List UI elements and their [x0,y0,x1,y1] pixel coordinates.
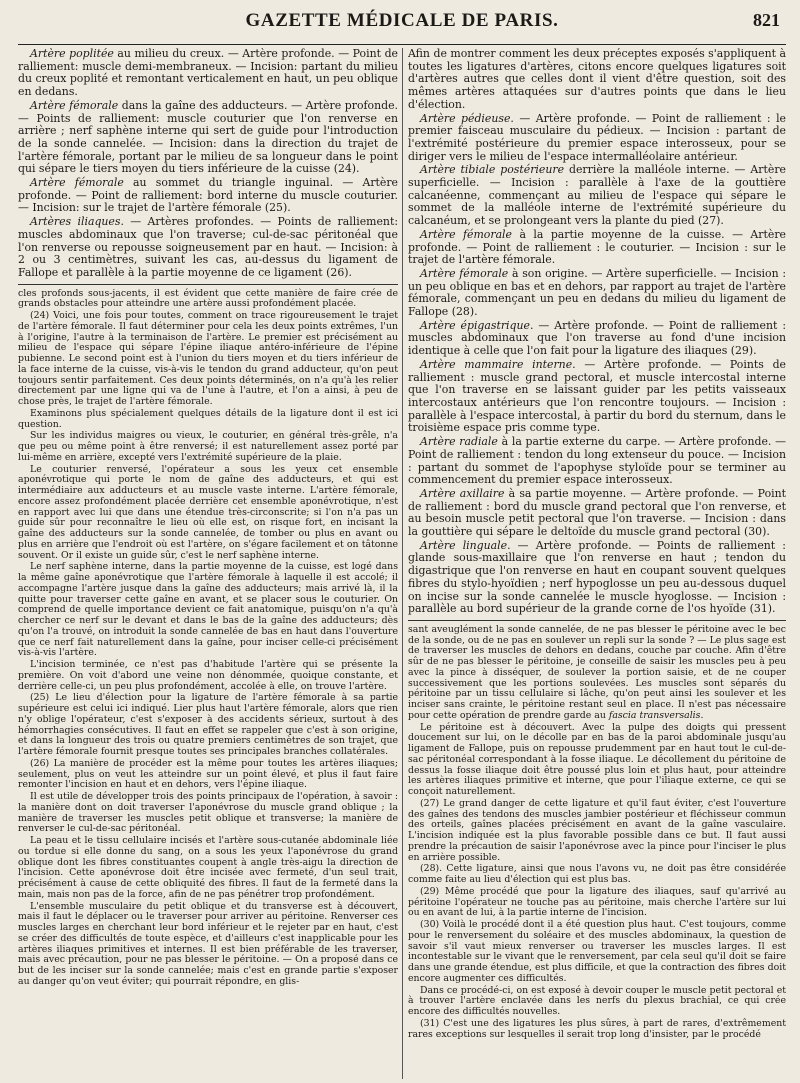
paragraph-text: (26) La manière de procéder est la même pour toutes les artères iliaques; seulement, plus on veut les atteindre sur un point élevé, et plus il faut faire remonter l'incision en haut et en dehors, vers l'épine iliaque. [18,757,398,791]
paragraph-text: . — Artère profonde. — Points de ralliement : muscle grand pectoral, et muscle intercostal interne que l'on traverse en se laissant guider par les petits vaisseaux intercostaux antérieurs que l'on rencontre toujours. — Incision : parallèle à l'espace intercostal, à partir du bord du sternum, dans le troisième espace pris comme type. [408,357,786,435]
article-paragraph [408,164,786,228]
paragraph-text: La peau et le tissu cellulaire incisés et l'artère sous-cutanée abdominale liée ou tordue si elle donne du sang, on a sous les yeux l'aponévrose du grand oblique dont les fibres constituantes coupent à angle très-aigu la direction de l'incision. Cette aponévrose doit être incisée avec fermeté, d'un seul trait, précisément à cause de cette obliquité des fibres. Il faut de la fermeté dans la main, mais non pas de la force, afin de ne pas pénétrer trop profondément. [18,835,398,900]
footnote-paragraph [18,759,398,791]
paragraph-text: derrière la malléole interne. — Artère superficielle. — Incision : parallèle à l'axe de la gouttière calcanéenne, commençant au milieu de l'espace qui sépare le sommet de la malléole interne de l'extrémité supérieure du calcanéum, et se prolongeant vers la plante du pied (27). [408,163,786,228]
footnote-paragraph [18,289,398,311]
paragraph-text: Afin de montrer comment les deux préceptes exposés s'appliquent à toutes les ligatures d'artères, citons encore quelques ligatures soit d'artères autres que celles dont il vient d'être question, soit des mêmes artères attaquées sur d'autres points que dans le lieu d'élection. [408,48,786,111]
paragraph-text: Il est utile de développer trois des points principaux de l'opération, à savoir : la manière dont on doit traverser l'aponévrose du muscle grand oblique ; la manière de traverser les muscles petit oblique et transverse; la manière de renverser le cul-de-sac péritonéal. [18,791,398,835]
right-column [408,48,786,1079]
paragraph-text: (24) Voici, une fois pour toutes, comment on trace rigoureusement le trajet de l'artère fémorale. Il faut déterminer pour cela les deux points extrêmes, l'un à l'origine, l'autre à la terminaison de l'artère. Le premier est précisément au milieu de l'espace qui sépare l'épine iliaque antéro-inférieure de l'épine pubienne. Le second point est à l'union du tiers moyen et du tiers inférieur de la face interne de la cuisse, vis-à-vis le tendon du grand adducteur, qu'on peut toujours sentir parfaitement. Ces deux points déterminés, on n'a qu'à les relier directement par une ligne qui va de l'une à l'autre, et l'on a ainsi, à peu de chose près, le trajet de l'artère fémorale. [18,310,398,408]
footnote-paragraph [18,311,398,408]
paragraph-text: Le couturier renversé, l'opérateur a sous les yeux cet ensemble aponévrotique qui porte le nom de gaîne des adducteurs, et qui est intermédiaire aux adducteurs et au muscle vaste interne. L'artère fémorale, encore assez profondément placée derrière cet ensemble aponévrotique, n'est en rapport avec lui que dans une étendue très-circonscrite; si l'on n'a pas un guide sûr pour reconnaître le lieu où elle est, on risque fort, en incisant la gaîne des adducteurs sur la sonde cannelée, de tomber ou plus en avant ou plus en arrière que l'endroit où est l'artère, on s'égare facilement et on tâtonne souvent. Or il existe un guide sûr, c'est le nerf saphène interne. [18,463,398,561]
footnote-paragraph [18,465,398,562]
footnote-paragraph [408,986,786,1018]
italic-term: Artère tibiale postérieure [420,163,565,177]
paragraph-text: à la partie externe du carpe. — Artère profonde. — Point de ralliement : tendon du long extenseur du pouce. — Incision : partant du sommet de l'apophyse styloïde pour se terminer au commencement du premier espace interosseux. [408,435,786,487]
article-paragraph [408,48,786,112]
paragraph-text: . — Artère profonde. — Points de ralliement : glande sous-maxillaire que l'on renverse en haut ; tendon du digastrique que l'on renverse en haut en coupant souvent quelques fibres du stylo-hyoïdien ; nerf hypoglosse un peu au-dessous duquel on incise sur la sonde cannelée le muscle hyoglosse. — Incision : parallèle au bord supérieur de la grande corne de l'os hyoïde (31). [408,538,786,616]
columns [18,48,786,1079]
article-paragraph [408,488,786,539]
italic-term: Artère linguale [420,538,508,552]
article-paragraph [408,229,786,267]
italic-term: Artère fémorale [30,176,124,190]
paragraph-text: . — Artères profondes. — Points de ralliement: muscles abdominaux que l'on traverse; cul-de-sac péritonéal que l'on renverse ou repousse soigneusement par en haut. — Incision: à 2 ou 3 centimètres, suivant les cas, au-dessus du ligament de Fallope et parallèle à la partie moyenne de ce ligament (26). [18,215,398,279]
paragraph-text: Dans ce procédé-ci, on est exposé à devoir couper le muscle petit pectoral et à trouver l'artère enclavée dans les nerfs du plexus brachial, ce qui crée encore des difficultés nouvelles. [408,984,786,1018]
article-paragraph [408,359,786,435]
paragraph-text: L'ensemble musculaire du petit oblique et du transverse est à découvert, mais il faut le déplacer ou le traverser pour arriver au péritoine. Renverser ces muscles larges en cherchant leur bord inférieur et le rejeter par en haut, c'est se créer des difficultés de toute espèce, et d'ailleurs c'est inapplicable pour les artères iliaques primitives et internes. Il est bien préférable de les traverser, mais avec précaution, pour ne pas blesser le péritoine. — On a proposé dans ce but de les inciser sur la sonde cannelée; mais c'est en grande partie s'exposer au danger qu'on veut éviter; qui pourrait répondre, en glis- [18,900,398,987]
paragraph-text: Le péritoine est à découvert. Avec la pulpe des doigts qui pressent doucement sur lui, on le décolle par en bas de la paroi abdominale jusqu'au ligament de Fallope, puis on repousse prudemment par en haut tout le cul-de-sac péritonéal correspondant à la fosse iliaque. Le décollement du péritoine de dessus la fosse iliaque doit être poussé plus loin et plus haut, pour atteindre les artères iliaques primitive et interne, que pour l'iliaque externe, ce qui se conçoit naturellement. [408,721,786,798]
footnote-paragraph [18,836,398,901]
section-divider [18,284,398,285]
article-paragraph [408,320,786,358]
article-paragraph [18,48,398,99]
page-number: 821 [753,10,780,30]
right-footnotes [408,625,786,1041]
paragraph-text: au milieu du creux. — Artère profonde. — Point de ralliement: muscle demi-membraneux. — Incision: partant du milieu du creux poplité et remontant verticalement en haut, un peu oblique en dedans. [18,48,398,99]
right-main-text [408,48,786,616]
italic-term: Artère épigastrique [420,318,530,332]
paragraph-text: Le nerf saphène interne, dans la partie moyenne de la cuisse, est logé dans la même gaîne aponévrotique que l'artère fémorale à laquelle il est accolé; il accompagne l'artère jusque dans la gaîne des adducteurs; mais arrivé là, il la quitte pour traverser cette gaîne en avant, et se placer sous le couturier. On comprend de quelle importance devient ce fait anatomique, puisqu'on n'a qu'à chercher ce nerf sur le devant et dans le bas de la gaîne des adducteurs; dès qu'on l'a trouvé, on introduit la sonde cannelée de bas en haut dans l'ouverture que ce nerf fait naturellement dans la gaîne, pour inciser celle-ci précisément vis-à-vis l'artère. [18,561,398,659]
footnote-paragraph [18,693,398,758]
italic-term: Artère pédieuse [420,111,511,125]
page-header [18,0,786,45]
article-paragraph [408,436,786,487]
paragraph-text: dans la gaîne des adducteurs. — Artère profonde. — Points de ralliement: muscle couturier que l'on renverse en arrière ; nerf saphène interne qui sert de guide pour l'introduction de la sonde cannelée. — Incision: dans la direction du trajet de l'artère fémorale, portant par le milieu de sa longueur dans le point qui sépare le tiers moyen du tiers inférieure de la cuisse (24). [18,98,398,176]
article-paragraph [18,177,398,215]
italic-term: Artère radiale [420,435,498,449]
footnote-paragraph [408,864,786,886]
footnote-paragraph [408,799,786,864]
italic-term: Artères iliaques [30,215,121,229]
paragraph-text: L'incision terminée, ce n'est pas d'habitude l'artère qui se présente la première. On voit d'abord une veine non dénommée, quoique constante, et derrière celle-ci, un peu plus profondément, accolée à elle, on trouve l'artère. [18,659,398,692]
footnote-paragraph [408,920,786,985]
paragraph-text: au sommet du triangle inguinal. — Artère profonde. — Point de ralliement: bord interne du muscle couturier. — Incision: sur le trajet de l'artère fémorale (25). [18,176,398,215]
paragraph-text: (25) Le lieu d'élection pour la ligature de l'artère fémorale à sa partie supérieure est celui ici indiqué. Lier plus haut l'artère fémorale, alors que rien n'y oblige l'opérateur, c'est s'exposer à des accidents sérieux, surtout à des hémorrhagies consécutives. Il faut en effet se rappeler que c'est à son origine, et dans la longueur des trois ou quatre premiers centimètres de son trajet, que l'artère fémorale fournit presque toutes ses principales branches collatérales. [18,692,398,758]
column-rule [402,48,403,1079]
article-paragraph [408,113,786,164]
italic-term: Artère mammaire interne [420,357,573,371]
footnote-paragraph [18,660,398,692]
article-paragraph [18,100,398,176]
footnote-paragraph [408,625,786,722]
italic-term: Artère fémorale [420,227,512,241]
footnote-paragraph [408,887,786,919]
paragraph-text: (28). Cette ligature, ainsi que nous l'avons vu, ne doit pas être considérée comme faite au lieu d'élection qui est plus bas. [408,863,786,886]
footnote-paragraph [18,409,398,431]
paragraph-text: Sur les individus maigres ou vieux, le couturier, en général très-grêle, n'a que peu ou même point à être renversé; il est naturellement assez porté par lui-même en arrière, excepté vers l'extrémité supérieure de la plaie. [18,430,398,463]
footnote-paragraph [18,562,398,659]
paragraph-text: (31) C'est une des ligatures les plus sûres, à part de rares, d'extrêmement rares exceptions sur lesquelles il serait trop long d'insister, par le procédé [408,1017,786,1040]
italic-term: fascia transversalis [608,709,701,721]
paragraph-text: à la partie moyenne de la cuisse. — Artère profonde. — Point de ralliement : le couturier. — Incision : sur le trajet de l'artère fémorale. [408,227,786,267]
paragraph-text: . — Artère profonde. — Point de ralliement : le premier faisceau musculaire du pédieux. — Incision : partant de l'extrémité postérieure du premier espace interosseux, pour se diriger vers le milieu de l'espace intermalléolaire antérieur. [408,111,786,163]
footnote-paragraph [408,723,786,798]
paragraph-text: à sa partie moyenne. — Artère profonde. — Point de ralliement : bord du muscle grand pectoral que l'on renverse, et au besoin muscle petit pectoral que l'on traverse. — Incision : dans la gouttière qui sépare le deltoïde du muscle grand pectoral (30). [408,486,786,539]
running-title: GAZETTE MÉDICALE DE PARIS. [245,10,559,31]
paragraph-text: à son origine. — Artère superficielle. — Incision : un peu oblique en bas et en dehors, par rapport au trajet de l'artère fémorale, commençant un peu en dedans du milieu du ligament de Fallope (28). [408,266,786,319]
paragraph-text: (30) Voilà le procédé dont il a été question plus haut. C'est toujours, comme pour le renversement du soléaire et des muscles abdominaux, la question de savoir s'il vaut mieux renverser ou traverser les muscles larges. Il est incontestable sur le vivant que le renversement, par cela seul qu'il doit se faire dans une grande étendue, est plus difficile, et que la contraction des fibres doit encore augmenter ces difficultés. [408,919,786,984]
paragraph-text: (27) Le grand danger de cette ligature et qu'il faut éviter, c'est l'ouverture des gaînes des tendons des muscles jambier postérieur et fléchisseur commun des orteils, gaînes placées précisément en avant de la gaîne vasculaire. L'incision indiquée est la plus favorable possible dans ce but. Il faut aussi prendre la précaution de saisir l'aponévrose avec la pince pour l'inciser le plus en arrière possible. [408,797,786,863]
left-main-text [18,48,398,280]
section-divider [408,620,786,621]
footnote-paragraph [18,792,398,835]
footnote-paragraph [18,902,398,988]
left-footnotes [18,289,398,988]
paragraph-text: . — Artère profonde. — Point de ralliement : muscles abdominaux que l'on traverse au fond d'une incision identique à celle que l'on fait pour la ligature des iliaques (29). [408,318,786,358]
footnote-paragraph [18,431,398,463]
italic-term: Artère fémorale [420,266,509,280]
paragraph-text: Examinons plus spécialement quelques détails de la ligature dont il est ici question. [18,407,398,430]
italic-term: Artère poplitée [30,48,114,60]
footnote-paragraph [408,1019,786,1041]
article-paragraph [18,216,398,280]
paragraph-text: cles profonds sous-jacents, il est évident que cette manière de faire crée de grands obstacles pour atteindre une artère aussi profondément placée. [18,287,398,310]
paragraph-text: . [700,709,704,721]
article-paragraph [408,268,786,319]
paragraph-text: (29) Même procédé que pour la ligature des iliaques, sauf qu'arrivé au péritoine l'opérateur ne touche pas au péritoine, mais cherche l'artère sur lui ou en avant de lui, à la partie interne de l'incision. [408,885,786,919]
paragraph-text: sant aveuglément la sonde cannelée, de ne pas blesser le péritoine avec le bec de la sonde, ou de ne pas en soulever un repli sur la sonde ? — Le plus sage est de traverser les muscles de dehors en dedans, couche par couche. Afin d'être sûr de ne pas blesser le péritoine, je conseille de saisir les muscles peu à peu avec la pince à disséquer, de soulever la portion saisie, et de ne couper successivement que les portions soulevées. Les muscles sont séparés du péritoine par un tissu cellulaire si lâche, qu'on peut ainsi les soulever et les inciser sans crainte, le péritoine restant seul en place. Il n'est pas nécessaire pour cette opération de prendre garde au [408,623,786,721]
italic-term: Artère fémorale [30,98,119,112]
article-paragraph [408,540,786,616]
left-column [18,48,398,1079]
italic-term: Artère axillaire [420,486,505,500]
